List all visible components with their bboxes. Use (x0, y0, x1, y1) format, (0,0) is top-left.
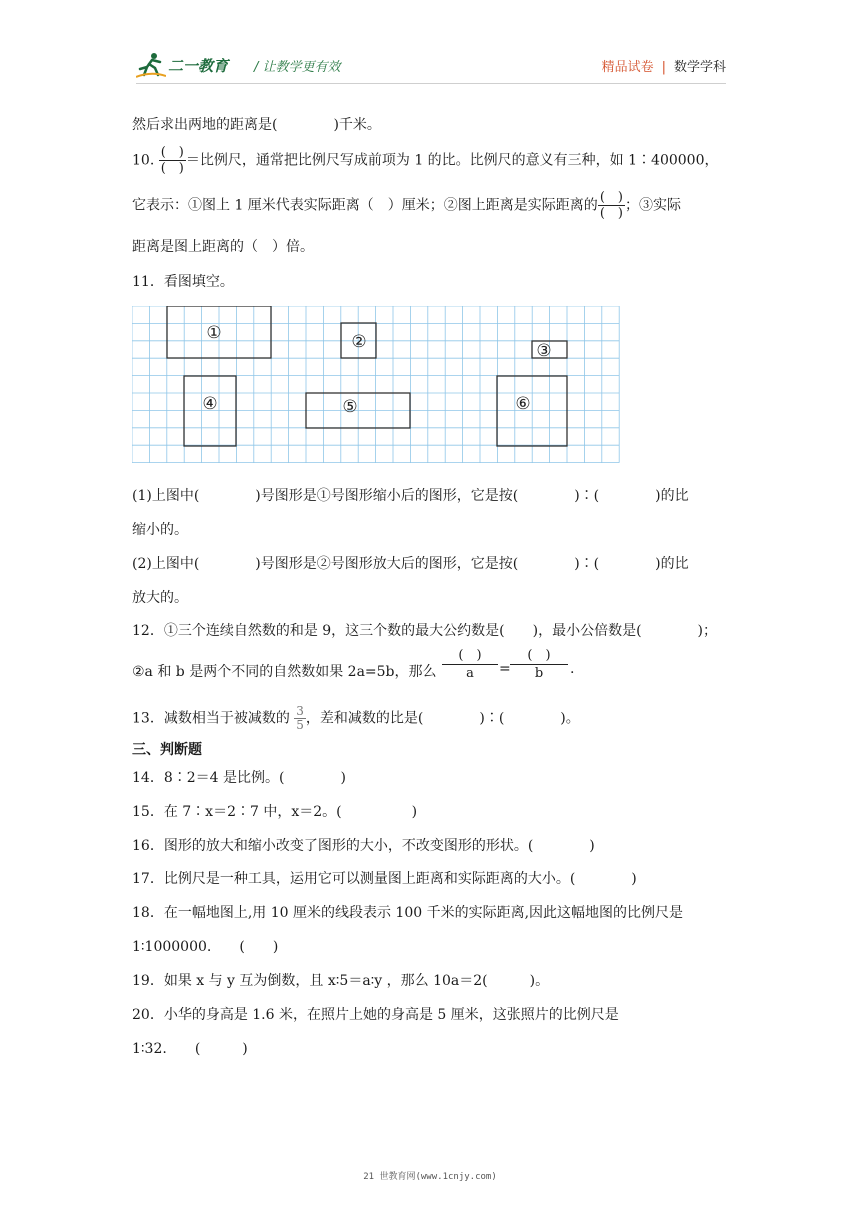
question-11-title: 11．看图填空。 (132, 274, 234, 290)
question-12-line-2: ②a 和 b 是两个不同的自然数如果 2a=5b，那么 (132, 664, 437, 680)
question-text: ，差和减数的比是( )∶( )。 (305, 710, 580, 727)
section-title-judgement: 三、判断题 (132, 742, 202, 758)
exam-tag: 精品试卷 (601, 60, 654, 75)
fraction-blank-over-a (442, 647, 498, 682)
header-divider (136, 83, 726, 84)
text-line: 然后求出两地的距离是( )千米。 (132, 117, 381, 133)
fraction-three-fifths (294, 705, 306, 732)
page-footer: 21 世教育网(www.1cnjy.com) (363, 1172, 497, 1182)
question-10-line-3: 距离是图上距离的（ ）倍。 (132, 239, 314, 255)
header-right (602, 56, 726, 75)
question-text: ＝比例尺，通常把比例尺写成前项为 1 的比。比例尺的意义有三种，如 1∶400000， (185, 152, 719, 169)
logo-text: 二一教育 (168, 56, 229, 75)
fraction-denominator: a (466, 666, 474, 681)
equals-sign: = (499, 661, 511, 677)
question-18-line-2: 1∶1000000. ( ) (132, 939, 279, 955)
question-12-line-1: 12．①三个连续自然数的和是 9，这三个数的最大公约数是( )，最小公倍数是( )； (132, 623, 718, 639)
question-text: 13．减数相当于被减数的 (132, 710, 290, 727)
question-11-2-line-1: (2)上图中( )号图形是②号图形放大后的图形，它是按( )∶( )的比 (132, 556, 689, 572)
question-number: 10. (132, 152, 155, 169)
fraction-numerator: ( ) (510, 647, 568, 665)
blank-fraction (159, 145, 186, 176)
question-19: 19．如果 x 与 y 互为倒数，且 x∶5＝a∶y ，那么 10a＝2( )。 (132, 973, 550, 989)
header-separator: | (661, 60, 666, 75)
label-1: ① (206, 323, 222, 343)
question-11-2-line-2: 放大的。 (132, 590, 188, 606)
question-text: ；③实际 (624, 197, 681, 214)
label-4: ④ (202, 394, 218, 414)
fraction-denominator: ( ) (599, 206, 623, 221)
grid-svg (132, 306, 620, 466)
question-text: 它表示：①图上 1 厘米代表实际距离（ ）厘米；②图上距离是实际距离的 (132, 197, 598, 214)
question-11-1-line-1: (1)上图中( )号图形是①号图形缩小后的图形，它是按( )∶( )的比 (132, 488, 689, 504)
blank-fraction (598, 190, 625, 221)
fraction-numerator: ( ) (442, 647, 498, 665)
fraction-numerator: ( ) (160, 145, 184, 160)
label-5: ⑤ (342, 397, 358, 417)
subject-label: 数学学科 (673, 60, 726, 75)
grid-figure (132, 306, 620, 470)
question-13 (132, 705, 580, 732)
shape-labels (202, 323, 551, 417)
logo (136, 50, 228, 80)
slogan: / 让教学更有效 (254, 60, 341, 75)
page-header (136, 50, 726, 84)
period: . (570, 661, 575, 677)
fraction-numerator: ( ) (599, 190, 623, 205)
question-20-line-1: 20．小华的身高是 1.6 米，在照片上她的身高是 5 厘米，这张照片的比例尺是 (132, 1007, 619, 1023)
question-16: 16．图形的放大和缩小改变了图形的大小，不改变图形的形状。( ) (132, 838, 595, 854)
question-10-line-1 (132, 145, 718, 176)
fraction-denominator: b (534, 666, 544, 681)
question-14: 14．8∶2＝4 是比例。( ) (132, 770, 346, 786)
fraction-blank-over-b (510, 647, 568, 682)
question-20-line-2: 1∶32. ( ) (132, 1041, 248, 1057)
slogan-text: 让教学更有效 (262, 60, 341, 75)
fraction-numerator: 3 (296, 704, 304, 718)
question-10-line-2 (132, 190, 681, 221)
question-15: 15．在 7∶x＝2∶7 中，x＝2。( ) (132, 804, 418, 820)
label-3: ③ (536, 341, 552, 361)
question-11-1-line-2: 缩小的。 (132, 522, 188, 538)
runner-logo-icon (136, 51, 166, 79)
label-6: ⑥ (515, 394, 531, 414)
fraction-denominator: 5 (296, 718, 304, 732)
label-2: ② (351, 332, 367, 352)
question-17: 17．比例尺是一种工具，运用它可以测量图上距离和实际距离的大小。( ) (132, 871, 637, 887)
question-18-line-1: 18．在一幅地图上,用 10 厘米的线段表示 100 千米的实际距离,因此这幅地图的比例尺是 (132, 905, 684, 921)
fraction-denominator: ( ) (160, 161, 184, 176)
